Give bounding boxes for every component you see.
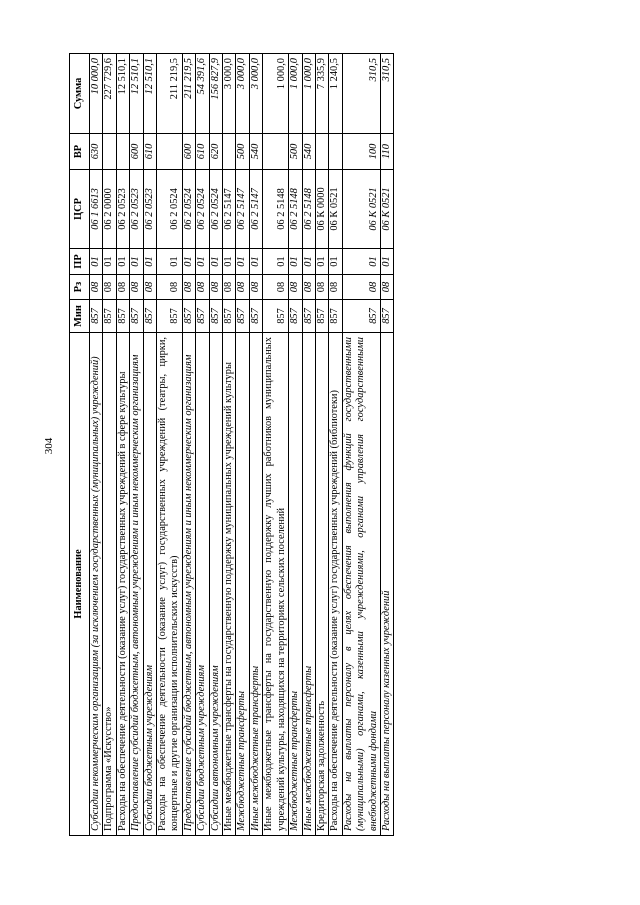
cell-name: Иные межбюджетные трансферты на государственную поддержку лучших работников муниципальных учреждений культуры, находящихся на территориях сельских поселений [263,333,289,836]
cell-min: 857 [103,300,116,333]
table-header-row [70,54,90,836]
table-row [315,54,328,836]
cell-pr: 01 [302,249,315,275]
cell-csr: 06 2 5148 [302,170,315,249]
cell-csr: 06 2 0523 [143,170,156,249]
cell-name: Субсидии автономным учреждениям [209,333,222,836]
table-row [143,54,156,836]
cell-name: Иные межбюджетные трансферты [302,333,315,836]
cell-min: 857 [289,300,302,333]
cell-csr: 06 К 0521 [329,170,342,249]
cell-sum: 7 335,9 [315,54,328,134]
cell-csr: 06 1 6613 [90,170,103,249]
cell-min: 857 [209,300,222,333]
table-row [103,54,116,836]
cell-sum: 12 510,1 [130,54,143,134]
cell-rz: 08 [103,275,116,300]
cell-csr: 06 2 5147 [249,170,262,249]
cell-rz: 08 [249,275,262,300]
cell-vr [315,134,328,170]
cell-sum: 3 000,0 [249,54,262,134]
cell-rz: 08 [289,275,302,300]
cell-csr: 06 2 0523 [116,170,129,249]
cell-vr [329,134,342,170]
cell-rz: 08 [157,275,183,300]
cell-csr: 06 К 0000 [315,170,328,249]
table-row [263,54,289,836]
cell-min: 857 [329,300,342,333]
cell-min: 857 [236,300,249,333]
cell-min: 857 [249,300,262,333]
table-row [182,54,195,836]
cell-vr: 540 [249,134,262,170]
header-name: Наименование [70,333,90,836]
cell-vr: 500 [236,134,249,170]
cell-pr: 01 [196,249,209,275]
cell-name: Субсидии бюджетным учреждениям [196,333,209,836]
cell-vr: 630 [90,134,103,170]
cell-csr: 06 2 0523 [130,170,143,249]
cell-sum: 156 827,9 [209,54,222,134]
cell-rz: 08 [182,275,195,300]
cell-min: 857 [157,300,183,333]
cell-pr: 01 [263,249,289,275]
cell-pr: 01 [157,249,183,275]
cell-pr: 01 [130,249,143,275]
cell-vr: 610 [196,134,209,170]
cell-pr: 01 [236,249,249,275]
cell-vr [103,134,116,170]
table-row [236,54,249,836]
cell-vr: 610 [143,134,156,170]
cell-pr: 01 [329,249,342,275]
table-row [289,54,302,836]
cell-vr: 600 [130,134,143,170]
cell-vr: 620 [209,134,222,170]
cell-csr: 06 2 5148 [263,170,289,249]
cell-sum: 1 240,5 [329,54,342,134]
cell-min: 857 [143,300,156,333]
cell-name: Расходы на обеспечение деятельности (оказание услуг) государственных учреждений (библиотеки) [329,333,342,836]
cell-rz: 08 [329,275,342,300]
cell-pr: 01 [116,249,129,275]
table-row [116,54,129,836]
cell-min: 857 [130,300,143,333]
cell-vr [263,134,289,170]
cell-vr: 500 [289,134,302,170]
cell-pr: 01 [209,249,222,275]
cell-rz: 08 [143,275,156,300]
cell-name: Расходы на выплаты персоналу казенных учреждений [380,333,393,836]
cell-min: 857 [196,300,209,333]
budget-table [69,53,394,836]
header-pr: ПР [70,249,90,275]
cell-rz: 08 [90,275,103,300]
cell-name: Кредиторская задолженность [315,333,328,836]
cell-rz: 08 [223,275,236,300]
cell-csr: 06 2 5148 [289,170,302,249]
cell-name: Субсидии бюджетным учреждениям [143,333,156,836]
header-csr: ЦСР [70,170,90,249]
cell-name: Расходы на обеспечение деятельности (оказание услуг) государственных учреждений в сфере культуры [116,333,129,836]
cell-sum: 211 219,5 [182,54,195,134]
cell-name: Подпрограмма «Искусство» [103,333,116,836]
table-row [130,54,143,836]
table-row [223,54,236,836]
cell-rz: 08 [302,275,315,300]
cell-name: Расходы на обеспечение деятельности (оказание услуг) государственных учреждений (театры, цирки, концертные и другие организации исполнительских искусств) [157,333,183,836]
cell-min: 857 [302,300,315,333]
cell-rz: 08 [209,275,222,300]
rotated-table-container [69,54,609,836]
cell-csr: 06 2 5147 [236,170,249,249]
cell-rz: 08 [236,275,249,300]
cell-rz: 08 [315,275,328,300]
cell-sum: 211 219,5 [157,54,183,134]
cell-pr: 01 [315,249,328,275]
cell-sum: 10 000,0 [90,54,103,134]
cell-csr: 06 2 0524 [182,170,195,249]
page-number: 304 [43,437,55,455]
cell-pr: 01 [90,249,103,275]
cell-sum: 310,5 [380,54,393,134]
cell-name: Предоставление субсидий бюджетным, автономным учреждениям и иным некоммерческим организациям [130,333,143,836]
cell-min: 857 [182,300,195,333]
cell-pr: 01 [380,249,393,275]
cell-min: 857 [263,300,289,333]
cell-vr: 100 [342,134,380,170]
cell-csr: 06 2 5147 [223,170,236,249]
cell-name: Межбюджетные трансферты [236,333,249,836]
table-row [380,54,393,836]
cell-rz: 08 [130,275,143,300]
cell-sum: 1 000,0 [289,54,302,134]
cell-sum: 310,5 [342,54,380,134]
cell-csr: 06 К 0521 [342,170,380,249]
cell-sum: 1 000,0 [263,54,289,134]
cell-name: Иные межбюджетные трансферты на государственную поддержку муниципальных учреждений культуры [223,333,236,836]
cell-min: 857 [90,300,103,333]
cell-name: Предоставление субсидий бюджетным, автономным учреждениям и иным некоммерческим организациям [182,333,195,836]
cell-pr: 01 [249,249,262,275]
cell-min: 857 [223,300,236,333]
table-row [90,54,103,836]
cell-pr: 01 [143,249,156,275]
cell-pr: 01 [342,249,380,275]
cell-rz: 08 [342,275,380,300]
cell-sum: 1 000,0 [302,54,315,134]
cell-sum: 12 510,1 [143,54,156,134]
cell-vr [223,134,236,170]
cell-name: Расходы на выплаты персоналу в целях обеспечения выполнения функций государственными (муниципальными) органами, казенными учреждениями, органами управления государственными внебюджетными фондами [342,333,380,836]
cell-rz: 08 [380,275,393,300]
cell-vr: 600 [182,134,195,170]
cell-name: Иные межбюджетные трансферты [249,333,262,836]
table-row [157,54,183,836]
cell-rz: 08 [263,275,289,300]
header-vr: ВР [70,134,90,170]
table-row [196,54,209,836]
table-body [90,54,394,836]
cell-name: Межбюджетные трансферты [289,333,302,836]
cell-min: 857 [116,300,129,333]
cell-csr: 06 2 0524 [196,170,209,249]
header-min: Мин [70,300,90,333]
cell-csr: 06 2 0000 [103,170,116,249]
table-row [302,54,315,836]
cell-min: 857 [380,300,393,333]
header-sum: Сумма [70,54,90,134]
cell-min: 857 [315,300,328,333]
table-row [329,54,342,836]
cell-rz: 08 [196,275,209,300]
cell-vr [116,134,129,170]
table-row [249,54,262,836]
table-row [209,54,222,836]
table-row [342,54,380,836]
cell-csr: 06 2 0524 [209,170,222,249]
cell-sum: 12 510,1 [116,54,129,134]
cell-pr: 01 [289,249,302,275]
cell-pr: 01 [182,249,195,275]
cell-sum: 3 000,0 [236,54,249,134]
cell-sum: 3 000,0 [223,54,236,134]
cell-vr [157,134,183,170]
cell-sum: 54 391,6 [196,54,209,134]
cell-rz: 08 [116,275,129,300]
cell-min: 857 [342,300,380,333]
cell-pr: 01 [223,249,236,275]
cell-vr: 540 [302,134,315,170]
cell-csr: 06 2 0524 [157,170,183,249]
header-rz: Рз [70,275,90,300]
cell-pr: 01 [103,249,116,275]
cell-sum: 227 729,6 [103,54,116,134]
cell-name: Субсидии некоммерческим организациям (за исключением государственных (муниципальных) учреждений) [90,333,103,836]
cell-csr: 06 К 0521 [380,170,393,249]
cell-vr: 110 [380,134,393,170]
